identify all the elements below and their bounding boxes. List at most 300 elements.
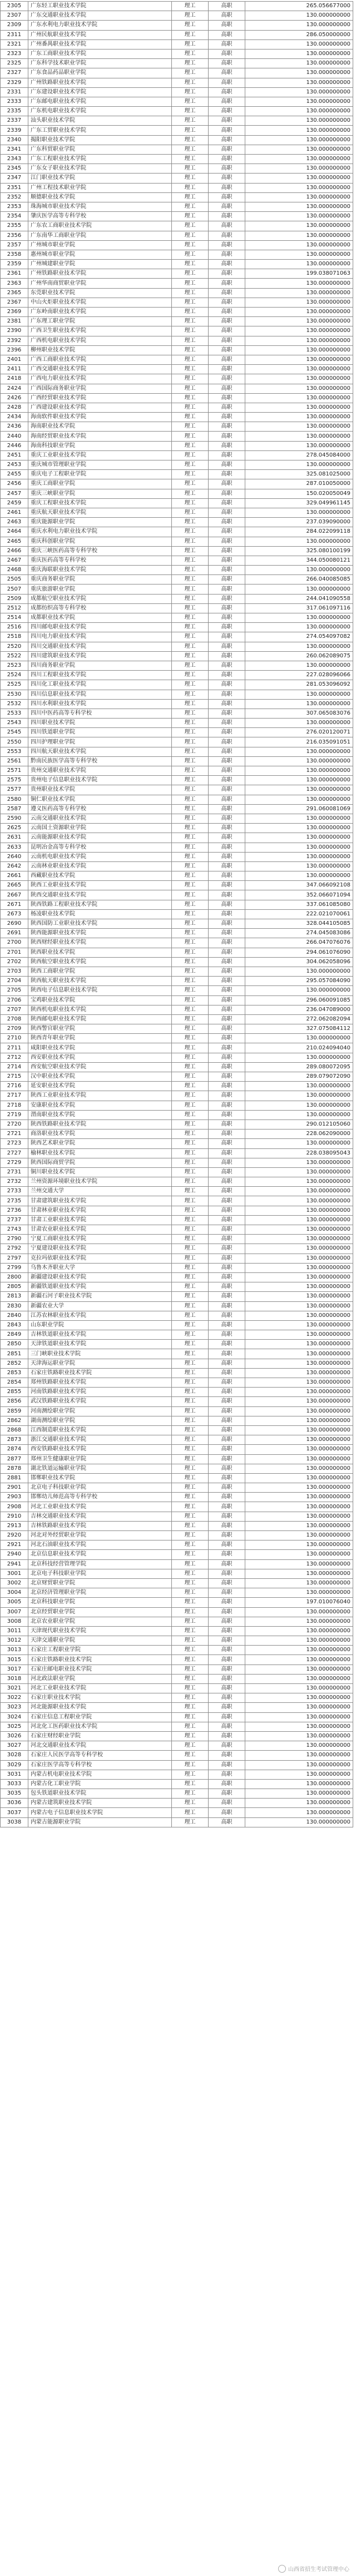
table-row (1, 1196, 353, 1206)
code-cell: 2667 (1, 890, 28, 900)
score-cell: 130.000000000 (245, 164, 353, 174)
category-cell: 理工 (172, 1148, 209, 1158)
school-cell: 广东农工商职业技术学院 (28, 221, 172, 231)
table-row (1, 584, 353, 594)
code-cell: 2665 (1, 881, 28, 890)
category-cell: 理工 (172, 1206, 209, 1215)
school-cell: 肇庆医学高等专科学校 (28, 212, 172, 221)
code-cell: 2512 (1, 603, 28, 613)
level-cell: 高职 (209, 403, 245, 412)
code-cell: 2466 (1, 546, 28, 556)
level-cell: 高职 (209, 432, 245, 441)
level-cell: 高职 (209, 107, 245, 116)
level-cell: 高职 (209, 1139, 245, 1148)
score-cell: 304.062058096 (245, 957, 353, 967)
level-cell: 高职 (209, 537, 245, 546)
score-cell: 244.041090558 (245, 594, 353, 603)
code-cell: 2358 (1, 250, 28, 259)
category-cell: 理工 (172, 890, 209, 900)
table-row (1, 508, 353, 517)
level-cell: 高职 (209, 1301, 245, 1311)
category-cell: 理工 (172, 661, 209, 670)
category-cell: 理工 (172, 977, 209, 986)
code-cell: 2840 (1, 1311, 28, 1320)
category-cell: 理工 (172, 1550, 209, 1559)
score-cell: 284.022099118 (245, 527, 353, 537)
school-cell: 广东水利电力职业技术学院 (28, 21, 172, 30)
score-cell: 228.062090000 (245, 1130, 353, 1139)
level-cell: 高职 (209, 1435, 245, 1445)
score-cell: 130.000000000 (245, 326, 353, 336)
table-row (1, 393, 353, 403)
level-cell: 高职 (209, 1206, 245, 1215)
table-row (1, 432, 353, 441)
level-cell: 高职 (209, 1014, 245, 1024)
score-cell: 130.000000000 (245, 279, 353, 288)
category-cell: 理工 (172, 833, 209, 843)
code-cell: 2709 (1, 1024, 28, 1034)
table-row (1, 843, 353, 852)
category-cell: 理工 (172, 59, 209, 68)
level-cell: 高职 (209, 1320, 245, 1330)
category-cell: 理工 (172, 671, 209, 680)
school-cell: 吉林铁路职业技术学院 (28, 1521, 172, 1530)
score-cell: 296.060091085 (245, 995, 353, 1005)
table-row (1, 1502, 353, 1512)
category-cell: 理工 (172, 1445, 209, 1454)
code-cell: 2365 (1, 288, 28, 298)
school-cell: 广东南华工商职业学院 (28, 231, 172, 240)
level-cell: 高职 (209, 690, 245, 699)
code-cell: 3025 (1, 1722, 28, 1731)
table-row (1, 1101, 353, 1110)
code-cell: 2830 (1, 1301, 28, 1311)
school-cell: 遵义医药高等专科学校 (28, 804, 172, 814)
table-row (1, 919, 353, 929)
table-row (1, 231, 353, 240)
category-cell: 理工 (172, 1368, 209, 1378)
score-cell: 130.000000000 (245, 345, 353, 355)
code-cell: 2532 (1, 699, 28, 709)
code-cell: 2464 (1, 527, 28, 537)
table-row (1, 384, 353, 393)
score-cell: 130.000000000 (245, 1445, 353, 1454)
score-cell: 130.000000000 (245, 1340, 353, 1349)
school-cell: 海南软件职业技术学院 (28, 413, 172, 422)
school-cell: 广西经贸职业技术学院 (28, 393, 172, 403)
table-row (1, 1521, 353, 1530)
school-cell: 四川职业技术学院 (28, 719, 172, 728)
table-row (1, 1712, 353, 1722)
code-cell: 2307 (1, 11, 28, 21)
category-cell: 理工 (172, 1244, 209, 1254)
table-row (1, 126, 353, 135)
school-cell: 顺德职业技术学院 (28, 192, 172, 202)
code-cell: 2390 (1, 326, 28, 336)
code-cell: 2341 (1, 145, 28, 154)
level-cell: 高职 (209, 1406, 245, 1416)
school-cell: 珠海城市职业技术学院 (28, 202, 172, 211)
level-cell: 高职 (209, 1636, 245, 1646)
category-cell: 理工 (172, 345, 209, 355)
score-cell: 130.000000000 (245, 1655, 353, 1665)
level-cell: 高职 (209, 1062, 245, 1072)
table-row (1, 135, 353, 145)
code-cell: 3012 (1, 1636, 28, 1646)
level-cell: 高职 (209, 776, 245, 785)
code-cell: 3021 (1, 1684, 28, 1693)
school-cell: 贵州电子信息职业技术学院 (28, 776, 172, 785)
score-cell: 281.053096092 (245, 680, 353, 690)
table-row (1, 1760, 353, 1770)
table-row (1, 776, 353, 785)
category-cell: 理工 (172, 1817, 209, 1827)
level-cell: 高职 (209, 1473, 245, 1483)
category-cell: 理工 (172, 450, 209, 460)
level-cell: 高职 (209, 345, 245, 355)
school-cell: 重庆旅游职业学院 (28, 584, 172, 594)
code-cell: 2396 (1, 345, 28, 355)
level-cell: 高职 (209, 977, 245, 986)
code-cell: 2525 (1, 680, 28, 690)
table-row (1, 336, 353, 345)
school-cell: 陕西工业职业技术学院 (28, 1091, 172, 1101)
score-cell: 130.000000000 (245, 1139, 353, 1148)
code-cell: 2908 (1, 1502, 28, 1512)
level-cell: 高职 (209, 355, 245, 364)
table-row (1, 948, 353, 957)
code-cell: 2800 (1, 1272, 28, 1282)
code-cell: 2340 (1, 135, 28, 145)
category-cell: 理工 (172, 192, 209, 202)
category-cell: 理工 (172, 97, 209, 106)
table-row (1, 308, 353, 317)
category-cell: 理工 (172, 116, 209, 126)
table-row (1, 747, 353, 756)
code-cell: 2910 (1, 1512, 28, 1521)
score-cell: 130.000000000 (245, 174, 353, 183)
score-cell: 130.000000000 (245, 1521, 353, 1530)
school-cell: 贵州职业技术学院 (28, 785, 172, 795)
category-cell: 理工 (172, 795, 209, 804)
table-row (1, 1751, 353, 1760)
school-cell: 成都航空职业技术学院 (28, 594, 172, 603)
code-cell: 2799 (1, 1263, 28, 1272)
score-cell: 130.000000000 (245, 393, 353, 403)
school-cell: 兰州资源环境职业技术学院 (28, 1177, 172, 1187)
code-cell: 2327 (1, 68, 28, 78)
level-cell: 高职 (209, 929, 245, 938)
table-row (1, 1779, 353, 1789)
score-cell: 130.000000000 (245, 1034, 353, 1043)
code-cell: 2456 (1, 479, 28, 489)
category-cell: 理工 (172, 1626, 209, 1636)
score-cell: 130.000000000 (245, 766, 353, 776)
code-cell: 2901 (1, 1483, 28, 1493)
category-cell: 理工 (172, 1731, 209, 1741)
score-cell: 130.000000000 (245, 1292, 353, 1301)
table-row (1, 107, 353, 116)
level-cell: 高职 (209, 1072, 245, 1082)
category-cell: 理工 (172, 1196, 209, 1206)
school-cell: 邯郸职业技术学院 (28, 1473, 172, 1483)
school-cell: 陕西邮电职业技术学院 (28, 1014, 172, 1024)
score-cell: 130.000000000 (245, 192, 353, 202)
score-cell: 130.000000000 (245, 250, 353, 259)
level-cell: 高职 (209, 814, 245, 823)
level-cell: 高职 (209, 269, 245, 279)
school-cell: 河北交通职业技术学院 (28, 1741, 172, 1751)
category-cell: 理工 (172, 861, 209, 871)
level-cell: 高职 (209, 603, 245, 613)
level-cell: 高职 (209, 155, 245, 164)
school-cell: 石家庄职业技术学院 (28, 1693, 172, 1703)
table-row (1, 690, 353, 699)
code-cell: 3026 (1, 1731, 28, 1741)
table-row (1, 1731, 353, 1741)
school-cell: 陕西警官职业学院 (28, 1024, 172, 1034)
score-cell: 130.000000000 (245, 1665, 353, 1674)
school-cell: 石家庄信息工程职业学院 (28, 1712, 172, 1722)
score-cell: 130.000000000 (245, 1215, 353, 1225)
code-cell: 2424 (1, 384, 28, 393)
code-cell: 2516 (1, 623, 28, 632)
school-cell: 甘肃工业职业技术学院 (28, 1215, 172, 1225)
table-row (1, 260, 353, 269)
school-cell: 甘肃林业职业技术学院 (28, 1206, 172, 1215)
category-cell: 理工 (172, 1110, 209, 1119)
school-cell: 广东工贸职业技术学院 (28, 126, 172, 135)
level-cell: 高职 (209, 1588, 245, 1598)
school-cell: 北京信息职业技术学院 (28, 1550, 172, 1559)
level-cell: 高职 (209, 1005, 245, 1014)
table-row (1, 814, 353, 823)
score-cell: 130.000000000 (245, 843, 353, 852)
category-cell: 理工 (172, 1674, 209, 1683)
code-cell: 2359 (1, 260, 28, 269)
table-row (1, 489, 353, 498)
level-cell: 高职 (209, 1674, 245, 1683)
table-row (1, 1817, 353, 1827)
school-cell: 新疆建设职业技术学院 (28, 1272, 172, 1282)
level-cell: 高职 (209, 1101, 245, 1110)
score-cell: 130.000000000 (245, 355, 353, 364)
school-cell: 湖南测绘职业学院 (28, 1416, 172, 1425)
category-cell: 理工 (172, 1119, 209, 1129)
code-cell: 2505 (1, 575, 28, 584)
school-cell: 广东科贸职业学院 (28, 145, 172, 154)
score-cell: 130.000000000 (245, 1512, 353, 1521)
level-cell: 高职 (209, 422, 245, 432)
score-cell: 130.000000000 (245, 1311, 353, 1320)
code-cell: 2854 (1, 1378, 28, 1388)
category-cell: 理工 (172, 1397, 209, 1406)
table-row (1, 1263, 353, 1272)
category-cell: 理工 (172, 1378, 209, 1388)
level-cell: 高职 (209, 1388, 245, 1397)
code-cell: 2805 (1, 1282, 28, 1292)
code-cell: 2463 (1, 518, 28, 527)
school-cell: 重庆航天职业技术学院 (28, 508, 172, 517)
school-cell: 四川信息职业技术学院 (28, 690, 172, 699)
level-cell: 高职 (209, 1244, 245, 1254)
level-cell: 高职 (209, 843, 245, 852)
code-cell: 2337 (1, 116, 28, 126)
score-cell: 325.080100199 (245, 546, 353, 556)
category-cell: 理工 (172, 1043, 209, 1053)
code-cell: 2590 (1, 814, 28, 823)
level-cell: 高职 (209, 957, 245, 967)
category-cell: 理工 (172, 1282, 209, 1292)
code-cell: 2727 (1, 1148, 28, 1158)
level-cell: 高职 (209, 326, 245, 336)
category-cell: 理工 (172, 603, 209, 613)
code-cell: 2353 (1, 202, 28, 211)
level-cell: 高职 (209, 221, 245, 231)
code-cell: 3022 (1, 1693, 28, 1703)
level-cell: 高职 (209, 1167, 245, 1177)
score-cell: 130.000000000 (245, 1244, 353, 1254)
table-row (1, 603, 353, 613)
score-cell: 236.047089000 (245, 1005, 353, 1014)
category-cell: 理工 (172, 1617, 209, 1626)
school-cell: 石家庄邮电职业技术学院 (28, 1665, 172, 1674)
code-cell: 2347 (1, 174, 28, 183)
level-cell: 高职 (209, 1617, 245, 1626)
score-cell: 130.000000000 (245, 1722, 353, 1731)
school-cell: 北京经济管理职业学院 (28, 1588, 172, 1598)
table-row (1, 1148, 353, 1158)
code-cell: 2721 (1, 1130, 28, 1139)
code-cell: 3027 (1, 1741, 28, 1751)
table-row (1, 1005, 353, 1014)
score-cell: 130.000000000 (245, 231, 353, 240)
code-cell: 2711 (1, 1043, 28, 1053)
school-cell: 重庆水利电力职业技术学院 (28, 527, 172, 537)
school-cell: 武汉铁路职业技术学院 (28, 1397, 172, 1406)
score-cell: 130.000000000 (245, 1206, 353, 1215)
category-cell: 理工 (172, 737, 209, 747)
school-cell: 贵州交通职业技术学院 (28, 766, 172, 776)
category-cell: 理工 (172, 651, 209, 661)
score-cell: 130.000000000 (245, 155, 353, 164)
category-cell: 理工 (172, 1130, 209, 1139)
code-cell: 2706 (1, 995, 28, 1005)
level-cell: 高职 (209, 1808, 245, 1817)
score-cell: 130.000000000 (245, 1703, 353, 1712)
score-cell: 130.000000000 (245, 1416, 353, 1425)
table-row (1, 498, 353, 508)
code-cell: 2426 (1, 393, 28, 403)
category-cell: 理工 (172, 308, 209, 317)
table-row (1, 1655, 353, 1665)
category-cell: 理工 (172, 575, 209, 584)
level-cell: 高职 (209, 785, 245, 795)
table-row (1, 929, 353, 938)
school-cell: 江西制造职业技术学院 (28, 1425, 172, 1435)
score-cell: 130.000000000 (245, 336, 353, 345)
school-cell: 广东轻工职业技术学院 (28, 2, 172, 11)
table-row (1, 78, 353, 87)
table-row (1, 957, 353, 967)
code-cell: 2392 (1, 336, 28, 345)
category-cell: 理工 (172, 1340, 209, 1349)
table-row (1, 68, 353, 78)
level-cell: 高职 (209, 479, 245, 489)
level-cell: 高职 (209, 852, 245, 861)
code-cell: 2873 (1, 1435, 28, 1445)
table-row (1, 1416, 353, 1425)
category-cell: 理工 (172, 298, 209, 307)
score-cell: 130.000000000 (245, 1569, 353, 1578)
level-cell: 高职 (209, 1119, 245, 1129)
level-cell: 高职 (209, 1130, 245, 1139)
level-cell: 高职 (209, 1148, 245, 1158)
school-cell: 四川护理职业学院 (28, 737, 172, 747)
table-row (1, 1062, 353, 1072)
table-row (1, 212, 353, 221)
code-cell: 2524 (1, 671, 28, 680)
score-cell: 130.000000000 (245, 1646, 353, 1655)
code-cell: 2305 (1, 2, 28, 11)
score-cell: 130.000000000 (245, 1301, 353, 1311)
code-cell: 2717 (1, 1091, 28, 1101)
score-cell: 216.035091051 (245, 737, 353, 747)
table-row (1, 852, 353, 861)
category-cell: 理工 (172, 49, 209, 58)
school-cell: 广东机电职业技术学院 (28, 107, 172, 116)
code-cell: 2543 (1, 719, 28, 728)
category-cell: 理工 (172, 432, 209, 441)
school-cell: 广西国际商务职业学院 (28, 384, 172, 393)
category-cell: 理工 (172, 1751, 209, 1760)
table-row (1, 967, 353, 976)
level-cell: 高职 (209, 1254, 245, 1263)
category-cell: 理工 (172, 518, 209, 527)
table-row (1, 1119, 353, 1129)
category-cell: 理工 (172, 1014, 209, 1024)
table-row (1, 345, 353, 355)
category-cell: 理工 (172, 1483, 209, 1493)
level-cell: 高职 (209, 1646, 245, 1655)
score-cell: 130.000000000 (245, 690, 353, 699)
table-row (1, 977, 353, 986)
score-cell: 130.000000000 (245, 1435, 353, 1445)
level-cell: 高职 (209, 824, 245, 833)
school-cell: 江门职业技术学院 (28, 174, 172, 183)
score-cell: 130.000000000 (245, 1349, 353, 1359)
level-cell: 高职 (209, 202, 245, 211)
level-cell: 高职 (209, 719, 245, 728)
level-cell: 高职 (209, 174, 245, 183)
code-cell: 2855 (1, 1388, 28, 1397)
table-row (1, 97, 353, 106)
table-row (1, 651, 353, 661)
category-cell: 理工 (172, 680, 209, 690)
category-cell: 理工 (172, 288, 209, 298)
category-cell: 理工 (172, 1005, 209, 1014)
category-cell: 理工 (172, 1320, 209, 1330)
table-row (1, 594, 353, 603)
score-cell: 130.000000000 (245, 566, 353, 575)
category-cell: 理工 (172, 68, 209, 78)
table-row (1, 1540, 353, 1550)
table-row (1, 87, 353, 97)
school-cell: 广东工商职业技术学院 (28, 49, 172, 58)
category-cell: 理工 (172, 728, 209, 737)
code-cell: 2357 (1, 240, 28, 250)
school-cell: 重庆能源职业学院 (28, 518, 172, 527)
